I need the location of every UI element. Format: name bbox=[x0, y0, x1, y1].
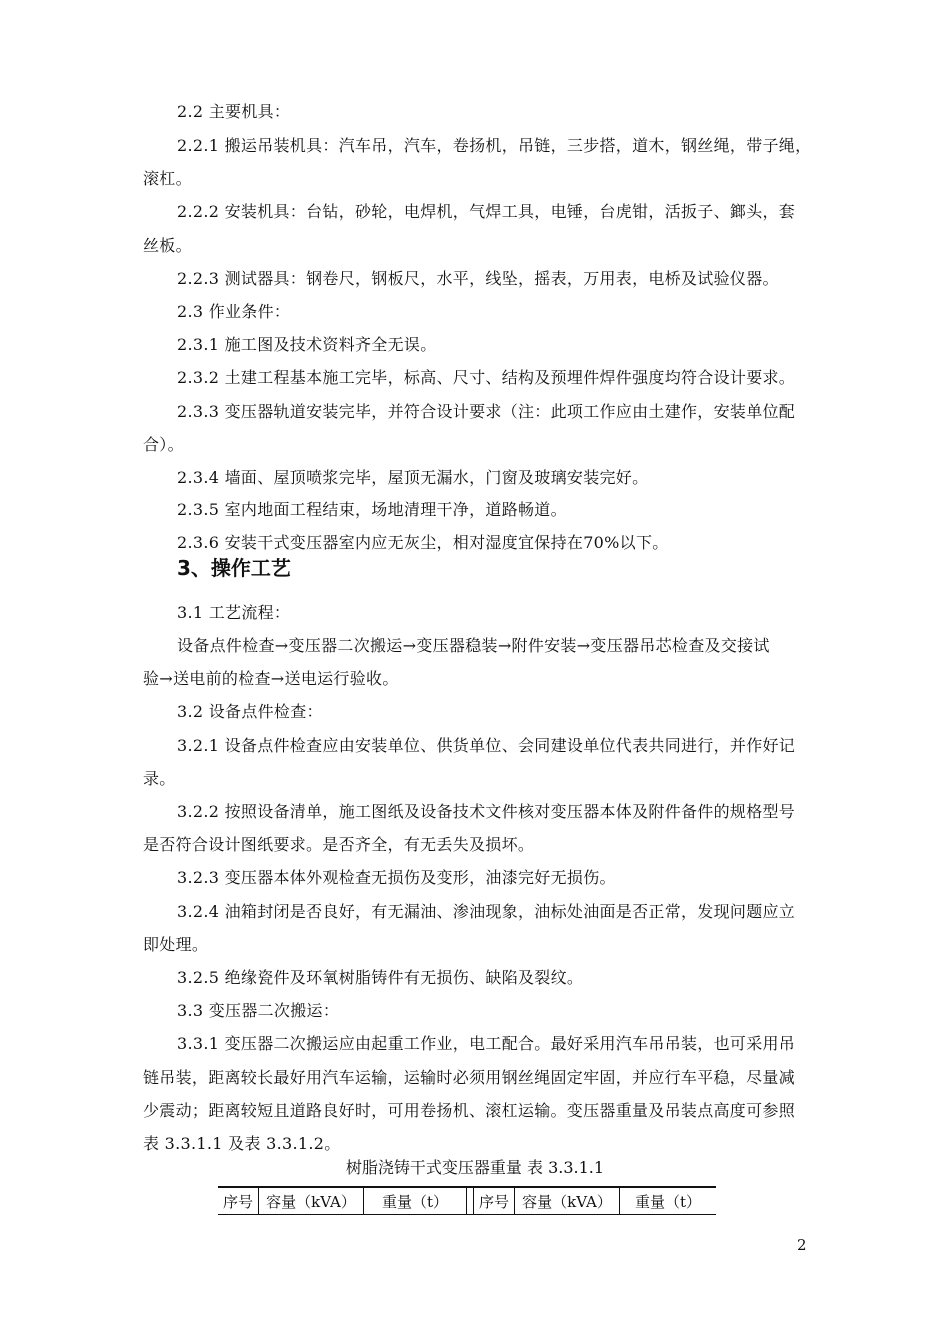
transformer-weight-table bbox=[218, 1186, 716, 1215]
paragraph-3-3-1: 3.3.1 变压器二次搬运应由起重工作业，电工配合。最好采用汽车吊吊装，也可采用吊 bbox=[177, 1034, 796, 1053]
page-number: 2 bbox=[797, 1236, 807, 1254]
header-capacity-1: 容量（kVA） bbox=[259, 1187, 364, 1215]
paragraph-2-2-1-cont: 滚杠。 bbox=[143, 169, 192, 188]
header-index-2: 序号 bbox=[474, 1187, 515, 1215]
paragraph-2-3-5: 2.3.5 室内地面工程结束，场地清理干净，道路畅道。 bbox=[177, 500, 567, 519]
paragraph-2-3-3-cont: 合）。 bbox=[143, 435, 184, 454]
paragraph-2-2-2: 2.2.2 安装机具：台钻，砂轮，电焊机，气焊工具，电锤，台虎钳，活扳子、鎯头，套 bbox=[177, 202, 796, 221]
paragraph-2-2-1: 2.2.1 搬运吊装机具：汽车吊，汽车，卷扬机，吊链，三步搭，道木，钢丝绳，带子绳， bbox=[177, 136, 812, 155]
paragraph-3-2-1-cont: 录。 bbox=[143, 769, 176, 788]
subsection-title-3-1: 3.1 工艺流程： bbox=[177, 603, 291, 622]
paragraph-2-3-3: 2.3.3 变压器轨道安装完毕，并符合设计要求（注：此项工作应由土建作，安装单位配 bbox=[177, 402, 796, 421]
paragraph-2-2-2-cont: 丝板。 bbox=[143, 236, 192, 255]
paragraph-2-3-2: 2.3.2 土建工程基本施工完毕，标高、尺寸、结构及预埋件焊件强度均符合设计要求。 bbox=[177, 368, 796, 387]
subsection-title-3-3: 3.3 变压器二次搬运： bbox=[177, 1001, 340, 1020]
paragraph-3-2-5: 3.2.5 绝缘瓷件及环氧树脂铸件有无损伤、缺陷及裂纹。 bbox=[177, 968, 584, 987]
paragraph-2-3-1: 2.3.1 施工图及技术资料齐全无误。 bbox=[177, 335, 437, 354]
subsection-title-2-2: 2.2 主要机具： bbox=[177, 102, 291, 121]
paragraph-3-3-1-cont1: 链吊装，距离较长最好用汽车运输，运输时必须用钢丝绳固定牢固，并应行车平稳，尽量减 bbox=[143, 1068, 796, 1087]
header-index-1: 序号 bbox=[218, 1187, 259, 1215]
table-caption: 树脂浇铸干式变压器重量 表 3.3.1.1 bbox=[345, 1158, 605, 1177]
paragraph-2-3-4: 2.3.4 墙面、屋顶喷浆完毕，屋顶无漏水，门窗及玻璃安装完好。 bbox=[177, 468, 649, 487]
process-flow: 设备点件检查→变压器二次搬运→变压器稳装→附件安装→变压器吊芯检查及交接试 bbox=[177, 636, 770, 655]
paragraph-3-2-2-cont: 是否符合设计图纸要求。是否齐全，有无丢失及损坏。 bbox=[143, 835, 535, 854]
header-weight-1: 重量（t） bbox=[364, 1187, 467, 1215]
paragraph-3-2-2: 3.2.2 按照设备清单，施工图纸及设备技术文件核对变压器本体及附件备件的规格型号 bbox=[177, 802, 796, 821]
table-column-divider bbox=[467, 1187, 474, 1215]
table-header-row bbox=[218, 1187, 716, 1215]
header-capacity-2: 容量（kVA） bbox=[515, 1187, 620, 1215]
paragraph-3-2-1: 3.2.1 设备点件检查应由安装单位、供货单位、会同建设单位代表共同进行，并作好记 bbox=[177, 736, 796, 755]
paragraph-2-3-6: 2.3.6 安装干式变压器室内应无灰尘，相对湿度宜保持在70%以下。 bbox=[177, 533, 669, 552]
paragraph-3-3-1-cont2: 少震动；距离较短且道路良好时，可用卷扬机、滚杠运输。变压器重量及吊装点高度可参照 bbox=[143, 1101, 796, 1120]
paragraph-3-2-3: 3.2.3 变压器本体外观检查无损伤及变形，油漆完好无损伤。 bbox=[177, 868, 616, 887]
paragraph-3-2-4-cont: 即处理。 bbox=[143, 935, 209, 954]
paragraph-3-2-4: 3.2.4 油箱封闭是否良好，有无漏油、渗油现象，油标处油面是否正常，发现问题应立 bbox=[177, 902, 796, 921]
section-heading: 3、操作工艺 bbox=[177, 556, 291, 580]
paragraph-2-2-3: 2.2.3 测试器具：钢卷尺，钢板尺，水平，线坠，摇表，万用表，电桥及试验仪器。 bbox=[177, 269, 779, 288]
subsection-title-2-3: 2.3 作业条件： bbox=[177, 302, 291, 321]
process-flow-cont: 验→送电前的检查→送电运行验收。 bbox=[143, 669, 399, 688]
subsection-title-3-2: 3.2 设备点件检查： bbox=[177, 702, 323, 721]
header-weight-2: 重量（t） bbox=[620, 1187, 717, 1215]
paragraph-3-3-1-cont3: 表 3.3.1.1 及表 3.3.1.2。 bbox=[143, 1134, 341, 1153]
